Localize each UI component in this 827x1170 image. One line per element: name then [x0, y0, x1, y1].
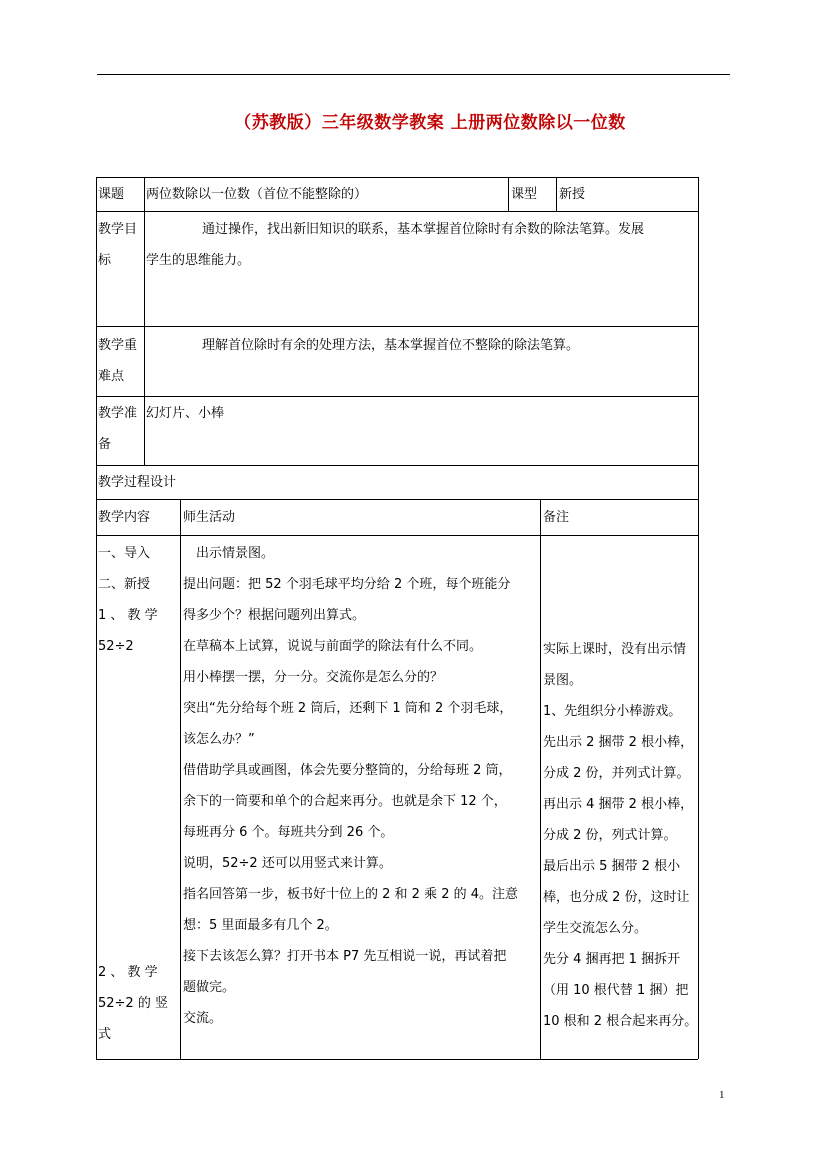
notes-column: 实际上课时，没有出示情 景图。 1、先组织分小棒游戏。 先出示 2 捆带 2 根小棒， 分成 2 份，并列式计算。 再出示 4 捆带 2 根小棒， 分成 2 份，列式计算。 最后出示 5 捆带 2 根小 棒，也分成 2 份，这时让 学生交流怎么分。 先分 4 捆再把 1 捆拆开 （用 10 根代替 1 捆）把 10 根和 2 根合起来再分。 — [543, 642, 698, 1029]
col-activity-header: 师生活动 — [183, 510, 236, 525]
process-heading: 教学过程设计 — [98, 475, 177, 490]
content-column: 一、导入 二、新授 1 、 教 学 52÷2 — [98, 546, 158, 654]
objective-text: 通过操作，找出新旧知识的联系，基本掌握首位除时有余数的除法笔算。发展 学生的思维能力。 — [146, 222, 645, 268]
col-notes-header: 备注 — [543, 510, 570, 525]
page-number: 1 — [719, 1089, 725, 1101]
topic-label: 课题 — [98, 187, 125, 202]
type-label: 课型 — [511, 187, 538, 202]
focus-label: 教学重 难点 — [98, 338, 138, 384]
prep-text: 幻灯片、小棒 — [146, 406, 225, 421]
prep-label: 教学准 备 — [98, 406, 138, 452]
activity-column: 出示情景图。 提出问题：把 52 个羽毛球平均分给 2 个班，每个班能分 得多少个？根据问题列出算式。 在草稿本上试算，说说与前面学的除法有什么不同。 用小棒摆一摆，分一分。交流你是怎么分的？ 突出“先分给每个班 2 筒后，还剩下 1 筒和 2 个羽毛球， 该怎么办？” 借借助学具或画图，体会先要分整筒的，分给每班 2 筒， 余下的一筒要和单个的合起来再分。也就是余下 12 个， 每班再分 6 个。每班共分到 26 个。 说明，52÷2 还可以用竖式来计算。 指名回答第一步，板书好十位上的 2 和 2 乘 2 的 4。注意 想：5 里面最多有几个 2。 接下去该怎么算？打开书本 P7 先互相说一说，再试着把 题做完。 交流。 — [183, 546, 519, 1026]
col-content-header: 教学内容 — [98, 510, 151, 525]
content-column-2: 2 、 教 学 52÷2 的 竖 式 — [98, 965, 168, 1042]
document-title: （苏教版）三年级数学教案 上册两位数除以一位数 — [234, 113, 626, 133]
type-value: 新授 — [559, 187, 586, 202]
topic-value: 两位数除以一位数（首位不能整除的） — [146, 187, 368, 202]
focus-text: 理解首位除时有余的处理方法，基本掌握首位不整除的除法笔算。 — [202, 338, 580, 353]
header-rule — [97, 74, 730, 75]
objective-label: 教学目 标 — [98, 222, 138, 268]
